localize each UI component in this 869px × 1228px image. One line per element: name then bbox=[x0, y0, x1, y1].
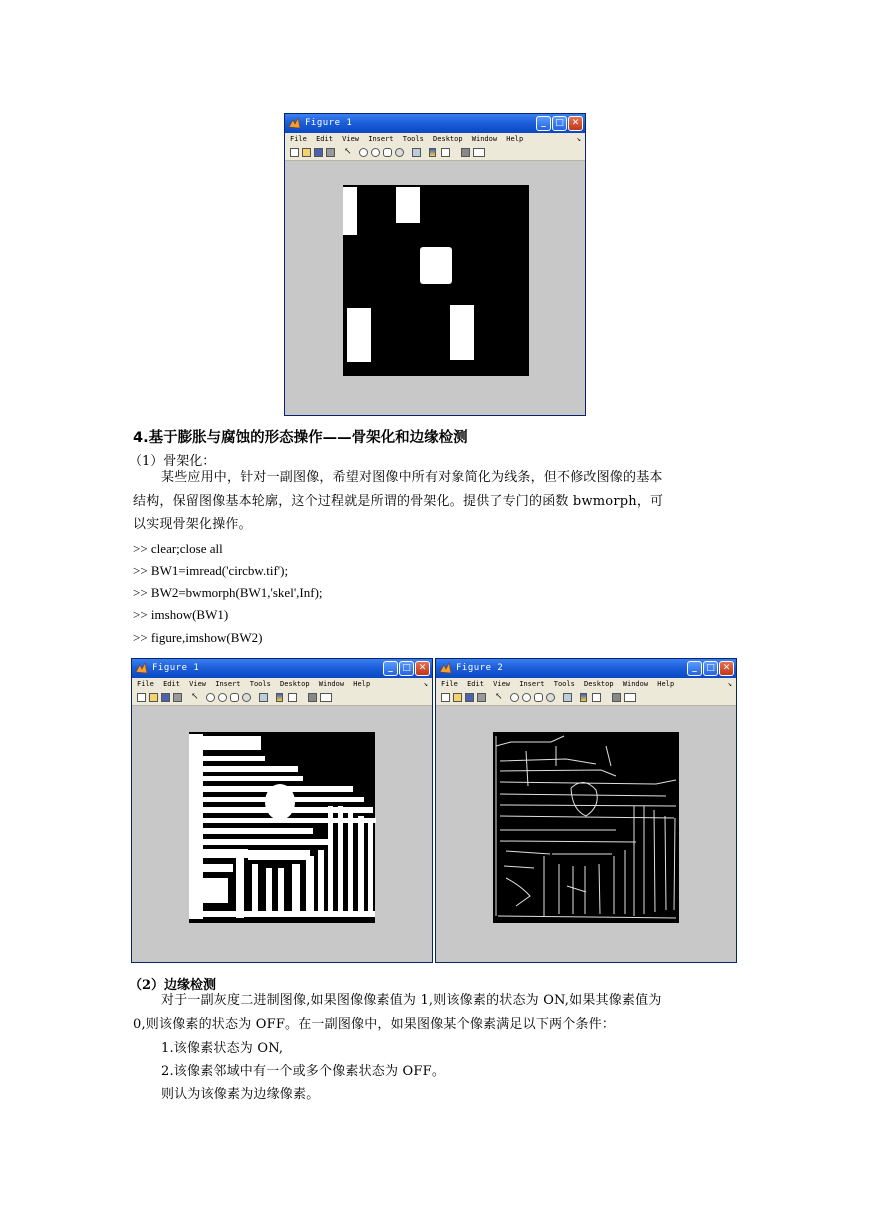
paragraph-line: 对于一副灰度二进制图像,如果图像像素值为 1,则该像素的状态为 ON,如果其像素值为 bbox=[161, 993, 662, 1008]
menu-view[interactable]: View bbox=[493, 680, 511, 688]
title-bar[interactable] bbox=[285, 114, 585, 133]
colorbar-icon[interactable] bbox=[429, 148, 436, 157]
open-file-icon[interactable] bbox=[453, 693, 462, 702]
maximize-button[interactable]: □ bbox=[399, 661, 414, 676]
code-line: >> BW1=imread('circbw.tif'); bbox=[133, 563, 289, 578]
open-file-icon[interactable] bbox=[302, 148, 311, 157]
menu-overflow-icon[interactable]: ↘ bbox=[727, 680, 732, 688]
circuit-binary-image bbox=[132, 706, 432, 963]
menu-tools[interactable]: Tools bbox=[249, 680, 271, 688]
menu-bar bbox=[132, 678, 432, 691]
menu-edit[interactable]: Edit bbox=[316, 135, 333, 143]
pan-icon[interactable] bbox=[534, 693, 543, 702]
minimize-button[interactable]: _ bbox=[536, 116, 551, 131]
hide-tools-icon[interactable] bbox=[308, 693, 317, 702]
menu-help[interactable]: Help bbox=[353, 680, 371, 688]
new-figure-icon[interactable] bbox=[137, 693, 146, 702]
show-tools-icon[interactable] bbox=[473, 148, 485, 157]
toolbar bbox=[436, 691, 736, 706]
show-tools-icon[interactable] bbox=[320, 693, 332, 702]
data-cursor-icon[interactable] bbox=[412, 148, 421, 157]
toolbar bbox=[285, 146, 585, 161]
rotate-icon[interactable] bbox=[546, 693, 555, 702]
legend-icon[interactable] bbox=[441, 148, 450, 157]
matlab-logo-icon bbox=[288, 117, 301, 130]
condition-item: 1.该像素状态为 ON, bbox=[161, 1041, 284, 1056]
menu-help[interactable]: Help bbox=[657, 680, 675, 688]
menu-overflow-icon[interactable]: ↘ bbox=[576, 135, 581, 143]
pointer-icon[interactable]: ↖ bbox=[191, 692, 199, 702]
save-icon[interactable] bbox=[314, 148, 323, 157]
title-bar[interactable] bbox=[436, 659, 736, 678]
condition-item: 2.该像素邻域中有一个或多个像素状态为 OFF。 bbox=[161, 1064, 446, 1079]
rotate-icon[interactable] bbox=[242, 693, 251, 702]
menu-bar bbox=[436, 678, 736, 691]
colorbar-icon[interactable] bbox=[580, 693, 587, 702]
menu-view[interactable]: View bbox=[342, 135, 360, 143]
data-cursor-icon[interactable] bbox=[563, 693, 572, 702]
print-icon[interactable] bbox=[173, 693, 182, 702]
conclusion-line: 则认为该像素为边缘像素。 bbox=[161, 1087, 320, 1102]
save-icon[interactable] bbox=[161, 693, 170, 702]
minimize-button[interactable]: _ bbox=[687, 661, 702, 676]
window-title: Figure 2 bbox=[456, 663, 504, 673]
toolbar bbox=[132, 691, 432, 706]
code-line: >> BW2=bwmorph(BW1,'skel',Inf); bbox=[133, 585, 323, 600]
subsection-skeleton: （1）骨架化： bbox=[129, 454, 216, 469]
paragraph-line: 0,则该像素的状态为 OFF。在一副图像中，如果图像某个像素满足以下两个条件： bbox=[133, 1017, 616, 1032]
figure-canvas bbox=[132, 706, 432, 962]
code-line: >> figure,imshow(BW2) bbox=[133, 630, 263, 645]
menu-window[interactable]: Window bbox=[622, 680, 649, 688]
legend-icon[interactable] bbox=[288, 693, 297, 702]
menu-file[interactable]: File bbox=[441, 680, 458, 688]
menu-file[interactable]: File bbox=[137, 680, 154, 688]
close-button[interactable]: ✕ bbox=[719, 661, 734, 676]
menu-desktop[interactable]: Desktop bbox=[280, 680, 310, 688]
maximize-button[interactable]: □ bbox=[552, 116, 567, 131]
subsection-edge-detection: （2）边缘检测 bbox=[129, 978, 217, 993]
menu-window[interactable]: Window bbox=[471, 135, 498, 143]
window-title: Figure 1 bbox=[152, 663, 200, 673]
new-figure-icon[interactable] bbox=[290, 148, 299, 157]
menu-tools[interactable]: Tools bbox=[402, 135, 424, 143]
figure-window-left bbox=[131, 658, 433, 963]
open-file-icon[interactable] bbox=[149, 693, 158, 702]
menu-tools[interactable]: Tools bbox=[553, 680, 575, 688]
colorbar-icon[interactable] bbox=[276, 693, 283, 702]
menu-window[interactable]: Window bbox=[318, 680, 345, 688]
title-bar[interactable] bbox=[132, 659, 432, 678]
show-tools-icon[interactable] bbox=[624, 693, 636, 702]
maximize-button[interactable]: □ bbox=[703, 661, 718, 676]
zoom-out-icon[interactable] bbox=[371, 148, 380, 157]
menu-edit[interactable]: Edit bbox=[467, 680, 484, 688]
menu-edit[interactable]: Edit bbox=[163, 680, 180, 688]
data-cursor-icon[interactable] bbox=[259, 693, 268, 702]
print-icon[interactable] bbox=[477, 693, 486, 702]
paragraph-line: 结构，保留图像基本轮廓，这个过程就是所谓的骨架化。提供了专门的函数 bwmorph，可 bbox=[133, 494, 664, 509]
new-figure-icon[interactable] bbox=[441, 693, 450, 702]
section-heading: 4.基于膨胀与腐蚀的形态操作——骨架化和边缘检测 bbox=[133, 430, 468, 446]
menu-insert[interactable]: Insert bbox=[215, 680, 241, 688]
legend-icon[interactable] bbox=[592, 693, 601, 702]
matlab-logo-icon bbox=[439, 662, 452, 675]
figure-window-right bbox=[435, 658, 737, 963]
skeleton-image bbox=[436, 706, 736, 963]
paragraph-line: 以实现骨架化操作。 bbox=[133, 517, 252, 532]
minimize-button[interactable]: _ bbox=[383, 661, 398, 676]
pointer-icon[interactable]: ↖ bbox=[495, 692, 503, 702]
paragraph-line: 某些应用中，针对一副图像，希望对图像中所有对象简化为线条，但不修改图像的基本 bbox=[161, 470, 663, 485]
menu-desktop[interactable]: Desktop bbox=[584, 680, 614, 688]
menu-view[interactable]: View bbox=[189, 680, 207, 688]
zoom-out-icon[interactable] bbox=[218, 693, 227, 702]
close-button[interactable]: ✕ bbox=[415, 661, 430, 676]
zoom-in-icon[interactable] bbox=[359, 148, 368, 157]
figure-window-top bbox=[284, 113, 586, 416]
code-line: >> clear;close all bbox=[133, 541, 223, 556]
code-line: >> imshow(BW1) bbox=[133, 607, 229, 622]
figure-canvas bbox=[436, 706, 736, 962]
menu-help[interactable]: Help bbox=[506, 135, 524, 143]
menu-insert[interactable]: Insert bbox=[519, 680, 545, 688]
pan-icon[interactable] bbox=[230, 693, 239, 702]
rotate-icon[interactable] bbox=[395, 148, 404, 157]
save-icon[interactable] bbox=[465, 693, 474, 702]
hide-tools-icon[interactable] bbox=[612, 693, 621, 702]
zoom-out-icon[interactable] bbox=[522, 693, 531, 702]
window-title: Figure 1 bbox=[305, 118, 353, 128]
close-button[interactable]: ✕ bbox=[568, 116, 583, 131]
binary-image-rectangles bbox=[285, 161, 585, 416]
menu-file[interactable]: File bbox=[290, 135, 307, 143]
zoom-in-icon[interactable] bbox=[510, 693, 519, 702]
menu-insert[interactable]: Insert bbox=[368, 135, 394, 143]
hide-tools-icon[interactable] bbox=[461, 148, 470, 157]
pan-icon[interactable] bbox=[383, 148, 392, 157]
menu-overflow-icon[interactable]: ↘ bbox=[423, 680, 428, 688]
zoom-in-icon[interactable] bbox=[206, 693, 215, 702]
matlab-logo-icon bbox=[135, 662, 148, 675]
print-icon[interactable] bbox=[326, 148, 335, 157]
menu-desktop[interactable]: Desktop bbox=[433, 135, 463, 143]
pointer-icon[interactable]: ↖ bbox=[344, 147, 352, 157]
figure-canvas bbox=[285, 161, 585, 415]
menu-bar bbox=[285, 133, 585, 146]
